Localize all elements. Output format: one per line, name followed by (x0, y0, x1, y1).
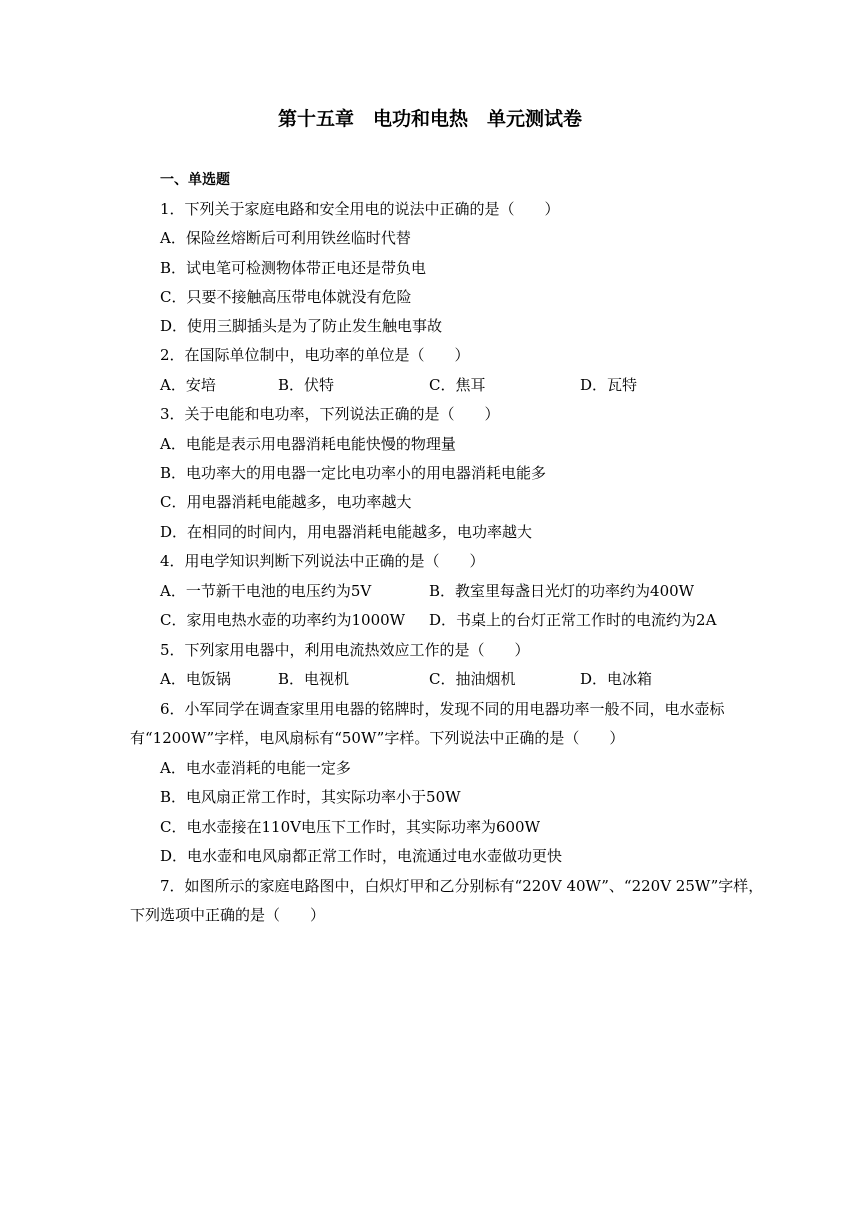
question-1-option-c: C．只要不接触高压带电体就没有危险 (160, 288, 412, 306)
question-5-stem: 5．下列家用电器中，利用电流热效应工作的是（ ） (160, 641, 530, 659)
question-3-stem: 3．关于电能和电功率，下列说法正确的是（ ） (160, 405, 500, 423)
question-1-option-b: B．试电笔可检测物体带正电还是带负电 (160, 259, 427, 277)
page-title: 第十五章 电功和电热 单元测试卷 (277, 108, 582, 130)
question-2-option-a: A．安培 (160, 376, 216, 394)
question-3-option-c: C．用电器消耗电能越多，电功率越大 (160, 493, 412, 511)
question-4-stem: 4．用电学知识判断下列说法中正确的是（ ） (160, 552, 485, 570)
question-6-stem-line-2: 有“1200W”字样，电风扇标有“50W”字样。下列说法中正确的是（ ） (130, 729, 625, 747)
question-1-option-a: A．保险丝熔断后可利用铁丝临时代替 (160, 229, 411, 247)
question-5-option-c: C．抽油烟机 (429, 670, 516, 688)
question-6-option-c: C．电水壶接在110V电压下工作时，其实际功率为600W (160, 818, 540, 836)
question-1-option-d: D．使用三脚插头是为了防止发生触电事故 (160, 317, 443, 335)
question-7-stem-line-1: 7．如图所示的家庭电路图中，白炽灯甲和乙分别标有“220V 40W”、“220V 25W”字样， (160, 877, 764, 895)
question-6-stem-line-1: 6．小军同学在调查家里用电器的铭牌时，发现不同的用电器功率一般不同，电水壶标 (160, 700, 725, 718)
question-4-option-c: C．家用电热水壶的功率约为1000W (160, 611, 406, 629)
question-6-option-b: B．电风扇正常工作时，其实际功率小于50W (160, 788, 461, 806)
question-3-option-b: B．电功率大的用电器一定比电功率小的用电器消耗电能多 (160, 464, 547, 482)
question-2-stem: 2．在国际单位制中，电功率的单位是（ ） (160, 346, 470, 364)
question-5-option-d: D．电冰箱 (580, 670, 653, 688)
question-4-option-d: D．书桌上的台灯正常工作时的电流约为2A (429, 611, 717, 629)
question-5-option-b: B．电视机 (278, 670, 350, 688)
question-2-option-b: B．伏特 (278, 376, 335, 394)
question-6-option-d: D．电水壶和电风扇都正常工作时，电流通过电水壶做功更快 (160, 847, 563, 865)
question-7-stem-line-2: 下列选项中正确的是（ ） (130, 906, 326, 924)
question-2-option-d: D．瓦特 (580, 376, 638, 394)
section-heading: 一、单选题 (160, 172, 230, 188)
question-4-option-a: A．一节新干电池的电压约为5V (160, 582, 372, 600)
question-6-option-a: A．电水壶消耗的电能一定多 (160, 759, 351, 777)
question-2-option-c: C．焦耳 (429, 376, 486, 394)
question-4-option-b: B．教室里每盏日光灯的功率约为400W (429, 582, 695, 600)
question-3-option-d: D．在相同的时间内，用电器消耗电能越多，电功率越大 (160, 523, 533, 541)
question-1-stem: 1．下列关于家庭电路和安全用电的说法中正确的是（ ） (160, 200, 560, 218)
question-5-option-a: A．电饭锅 (160, 670, 231, 688)
question-3-option-a: A．电能是表示用电器消耗电能快慢的物理量 (160, 435, 456, 453)
